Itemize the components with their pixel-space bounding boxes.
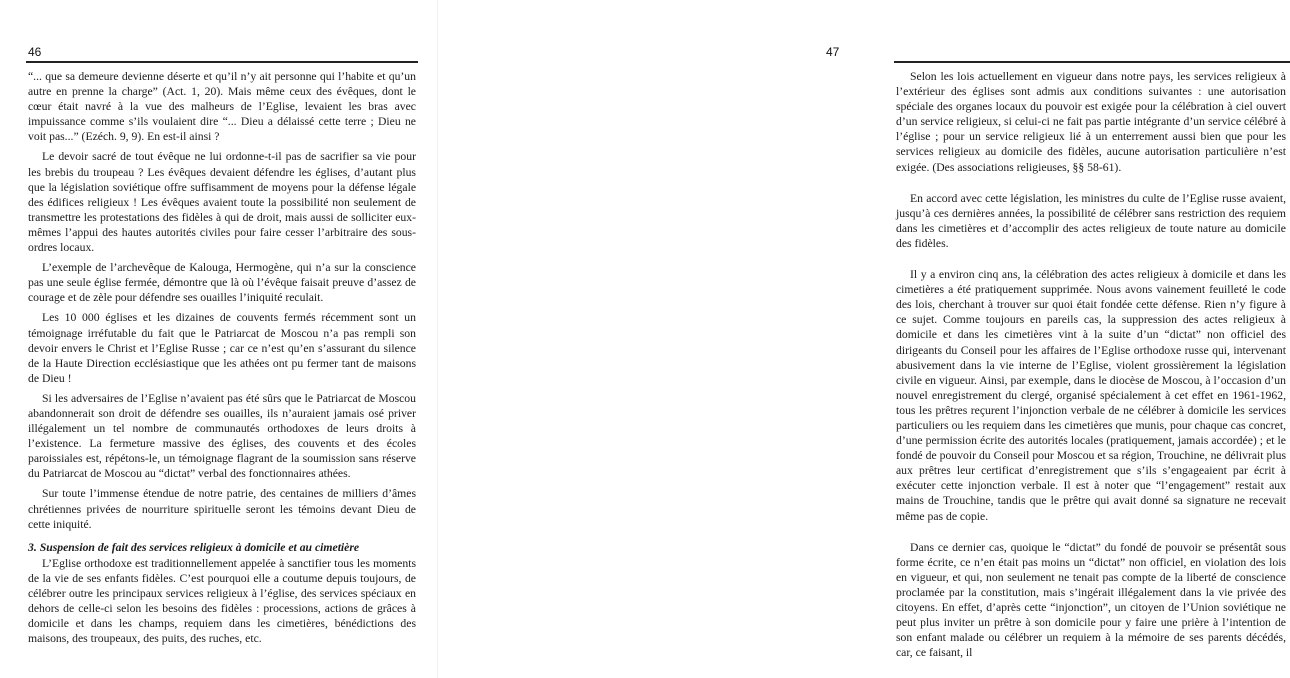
paragraph: Sur toute l’immense étendue de notre patrie, des centaines de milliers d’âmes chrétiennes privées de nourriture spirituelle seront les témoins devant Dieu de cette iniquité.: [28, 487, 416, 531]
paragraph: “... que sa demeure devienne déserte et qu’il n’y ait personne qui l’habite et qu’un autre en prenne la charge” (Act. 1, 20). Mais même ceux des évêques, dont le cœur était navré à la vue des malheurs de l’Eglise, levaient les bras avec impuissance comme s’ils voulaient dire “... Dieu a délaissé cette terre ; Dieu ne voit pas...” (Ezéch. 9, 9). En est-il ainsi ?: [28, 70, 416, 144]
section-heading: 3. Suspension de fait des services religieux à domicile et au cimetière: [28, 540, 360, 554]
page-number: 46: [28, 45, 42, 59]
paragraph: Dans ce dernier cas, quoique le “dictat” du fondé de pouvoir se présentât sous forme écrite, ce n’en était pas moins un “dictat” non officiel, en violation des lois en vigueur, et qui, non seulement ne tenait pas compte de la liberté de conscience proclamée par la constitution, mais s’ingérait illégalement dans la vie privée des citoyens. En effet, d’après cette “injonction”, un citoyen de l’Union soviétique ne peut plus inviter un prêtre à son domicile pour y faire une prière à l’intention de son enfant malade ou célébrer un requiem à la mémoire de ses parents décédés, car, ce faisant, il: [896, 540, 1286, 660]
left-page: [0, 0, 438, 678]
header-rule: [26, 61, 418, 63]
paragraph: L’Eglise orthodoxe est traditionnellement appelée à sanctifier tous les moments de la vie de ses enfants fidèles. C’est pourquoi elle a coutume depuis toujours, de célébrer outre les principaux services religieux à l’église, des services spéciaux en dehors de celle-ci selon les besoins des fidèles : processions, actions de grâces à domicile et dans les champs, requiem dans les cimetières, bénédictions des maisons, des troupeaux, des puits, des ruches, etc.: [28, 556, 416, 646]
paragraph: Il y a environ cinq ans, la célébration des actes religieux à domicile et dans les cimetières a été pratiquement supprimée. Nous avons vainement feuilleté le code des lois, cherchant à trouver sur quoi était fondée cette défense. Rien n’y figure à ce sujet. Comme toujours en pareils cas, la suppression des actes religieux à domicile et dans les cimetières vint à la suite d’un “dictat” non officiel des dirigeants du Conseil pour les affaires de l’Eglise orthodoxe russe qui, intervenant abusivement dans la vie interne de l’Eglise, violent grossièrement la législation civile en vigueur. Ainsi, par exemple, dans le diocèse de Moscou, à l’occasion d’un nouvel enregistrement du clergé, organisé spécialement à cet effet en 1961-1962, tous les prêtres reçurent l’injonction verbale de ne célébrer à domicile les services particuliers ou les requiem dans les cimetières que munis, pour chaque cas concret, d’une permission écrite des autorités locales (pratiquement, jamais accordée) ; et le fondé de pouvoir du Conseil pour Moscou et sa région, Trouchine, ne délivrait plus aux prêtres leur certificat d’enregistrement que s’ils s’engageaient par écrit à exécuter cette injonction verbale. Il est à noter que “l’engagement” restait aux mains de Trouchine, tandis que le prêtre qui avait donné sa signature ne recevait même pas de copie.: [896, 268, 1286, 523]
paragraph: Si les adversaires de l’Eglise n’avaient pas été sûrs que le Patriarcat de Moscou abandonnerait son droit de défendre ses ouailles, ils n’auraient jamais osé priver illégalement un tel nombre de communautés orthodoxes de leurs droits à l’existence. La fermeture massive des églises, des couvents et des écoles paroissiales est, répétons-le, un témoignage flagrant de la soumission sans réserve du Patriarcat de Moscou au “dictat” verbal des fonctionnaires athées.: [28, 391, 416, 481]
paragraph: Les 10 000 églises et les dizaines de couvents fermés récemment sont un témoignage irréfutable du fait que le Patriarcat de Moscou n’a pas rempli son devoir envers le Christ et l’Eglise Russe ; car ce n’est qu’en s’assurant du silence de la Haute Direction ecclésiastique que les athées ont pu fermer tant de maisons de Dieu !: [28, 311, 416, 385]
header-rule: [894, 61, 1290, 63]
right-page: [438, 0, 1286, 678]
paragraph: Selon les lois actuellement en vigueur dans notre pays, les services religieux à l’extérieur des églises sont admis aux conditions suivantes : une autorisation spéciale des organes locaux du pouvoir est exigée pour la célébration à ciel ouvert d’un service religieux, si celui-ci ne fait pas partie intégrante d’un service célébré à l’église ; pour un service religieux lié à un enterrement aussi bien que pour les services religieux au domicile des fidèles, aucune autorisation particulière n’est exigée. (Des associations religieuses, §§ 58-61).: [896, 70, 1286, 174]
page-number: 47: [826, 45, 840, 59]
paragraph: En accord avec cette législation, les ministres du culte de l’Eglise russe avaient, jusqu’à ces dernières années, la possibilité de célébrer sans restriction des requiem dans les cimetières et d’accomplir des actes religieux de toute nature au domicile des fidèles.: [896, 191, 1286, 250]
right-page-text: [896, 69, 1286, 665]
paragraph: Le devoir sacré de tout évêque ne lui ordonne-t-il pas de sacrifier sa vie pour les brebis du troupeau ? Les évêques devaient défendre les églises, d’autant plus que la législation soviétique offre suffisamment de moyens pour la défense légale des édifices religieux ! Les évêques avaient toute la possibilité non seulement de transmettre les protestations des fidèles à qui de droit, mais aussi de solliciter eux-mêmes l’appui des hautes autorités civiles pour faire cesser l’arbitraire des sous-ordres locaux.: [28, 150, 416, 255]
paragraph: L’exemple de l’archevêque de Kalouga, Hermogène, qui n’a sur la conscience pas une seule église fermée, démontre que là où l’évêque faisait preuve d’assez de courage et de zèle pour défendre ses ouailles l’iniquité reculait.: [28, 261, 416, 305]
left-page-text: [28, 69, 416, 651]
